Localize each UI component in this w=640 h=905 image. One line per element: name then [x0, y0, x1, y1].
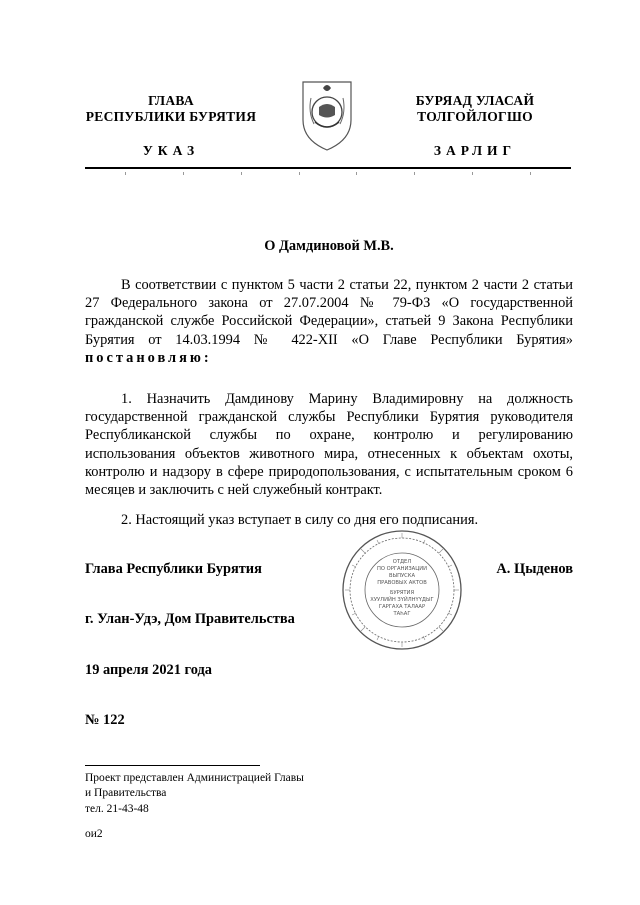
decree-word: постановляю:: [85, 349, 212, 366]
decree-number: № 122: [85, 712, 125, 728]
footnote-phone: тел. 21-43-48: [85, 803, 149, 815]
stamp-line-7: ГАРГАХА ТАЛААР: [378, 604, 426, 610]
signatory-position: Глава Республики Бурятия: [85, 561, 262, 577]
decree-item-2: 2. Настоящий указ вступает в силу со дня его подписания.: [121, 512, 479, 528]
header-left-line1: ГЛАВА: [148, 93, 194, 108]
header-dotted-line: [85, 172, 571, 178]
stamp-line-5: БУРЯТИЯ: [389, 590, 415, 596]
stamp-line-8: ТАҺАГ: [393, 611, 411, 617]
signing-date: 19 апреля 2021 года: [85, 662, 212, 678]
preamble-paragraph: [85, 276, 573, 367]
footnote-divider: [85, 765, 260, 766]
stamp-line-3: ВЫПУСКА: [388, 573, 416, 579]
document-title: О Дамдиновой М.В.: [264, 238, 394, 254]
coat-of-arms-emblem: [297, 74, 357, 152]
header-right-line2: ТОЛГОЙЛОГШО: [417, 109, 533, 124]
header-right-doc-type: ЗАРЛИГ: [433, 143, 517, 158]
stamp-line-6: ХУУЛИЙН ЗҮЙЛНҮҮДЫГ: [370, 597, 434, 603]
header-left-line2: РЕСПУБЛИКИ БУРЯТИЯ: [85, 109, 257, 124]
stamp-line-2: ПО ОРГАНИЗАЦИИ: [376, 566, 428, 572]
footnote-line-1: Проект представлен Администрацией Главы: [85, 772, 304, 784]
stamp-line-4: ПРАВОВЫХ АКТОВ: [377, 580, 427, 586]
preamble-text: В соответствии с пунктом 5 части 2 статьи 22, пунктом 2 части 2 статьи 27 Федерального закона от 27.07.2004 № 79-ФЗ «О государственной гражданской службе Российской Федерации», статьей 9 Закона Республики Бурятия от 14.03.1994 № 422-XII «О Главе Республики Бурятия»: [85, 277, 573, 348]
header-divider: [85, 167, 571, 169]
footnote-code: ои2: [85, 828, 103, 840]
header-right-line1: БУРЯАД УЛАСАЙ: [415, 93, 535, 108]
official-stamp: [341, 529, 463, 651]
signing-place: г. Улан-Удэ, Дом Правительства: [85, 611, 295, 627]
decree-item-1: 1. Назначить Дамдинову Марину Владимировну на должность государственной гражданской службы Республики Бурятия руководителя Республиканской службы по охране, контролю и регулированию использования объектов животного мира, отнесенных к объектам охоты, контролю и надзору в сфере природопользования, с испытательным сроком 6 месяцев и заключить с ней служебный контракт.: [85, 391, 573, 499]
signatory-name: А. Цыденов: [496, 561, 573, 577]
header-left-doc-type: УКАЗ: [142, 143, 200, 158]
footnote-line-2: и Правительства: [85, 787, 167, 799]
stamp-line-1: ОТДЕЛ: [392, 559, 412, 565]
